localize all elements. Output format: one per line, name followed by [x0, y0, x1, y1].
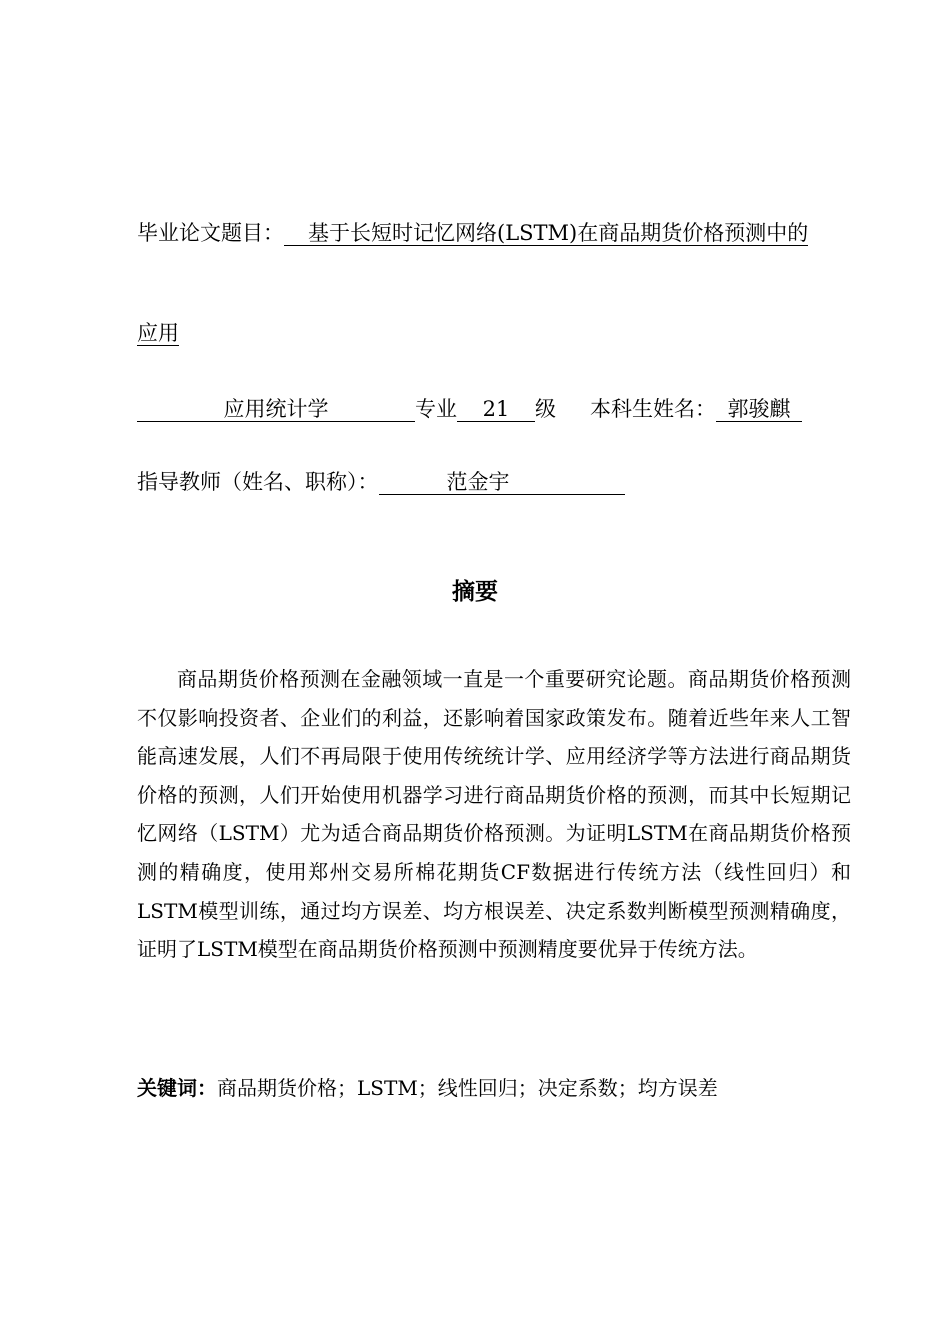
- grade-label: 级: [535, 397, 556, 421]
- thesis-title-line-2: [137, 318, 179, 348]
- advisor-line: [137, 467, 625, 497]
- thesis-title-line-1: [137, 218, 808, 248]
- abstract-body: 商品期货价格预测在金融领域一直是一个重要研究论题。商品期货价格预测不仅影响投资者、企业们的利益，还影响着国家政策发布。随着近些年来人工智能高速发展，人们不再局限于使用传统统计学、应用经济学等方法进行商品期货价格的预测，人们开始使用机器学习进行商品期货价格的预测，而其中长短期记忆网络（LSTM）尤为适合商品期货价格预测。为证明LSTM在商品期货价格预测的精确度，使用郑州交易所棉花期货CF数据进行传统方法（线性回归）和LSTM模型训练，通过均方误差、均方根误差、决定系数判断模型预测精确度，证明了LSTM模型在商品期货价格预测中预测精度要优异于传统方法。: [137, 667, 851, 962]
- grade-field: 21: [457, 397, 535, 422]
- major-label: 专业: [415, 397, 457, 421]
- thesis-title-label: 毕业论文题目：: [137, 221, 284, 245]
- keywords-label: 关键词：: [137, 1076, 217, 1100]
- student-name-field: 郭骏麒: [716, 397, 802, 422]
- abstract-heading: 摘要: [452, 579, 498, 605]
- keywords-list: 商品期货价格；LSTM；线性回归；决定系数；均方误差: [217, 1076, 718, 1100]
- student-name-label: 本科生姓名：: [590, 397, 716, 421]
- thesis-title-text-part-2: 应用: [137, 321, 179, 345]
- advisor-label: 指导教师（姓名、职称）：: [137, 470, 379, 494]
- advisor-name-field: 范金宇: [379, 470, 625, 495]
- keywords-line: [137, 1072, 718, 1104]
- thesis-title-text-part-1: 基于长短时记忆网络(LSTM)在商品期货价格预测中的: [284, 221, 808, 246]
- major-grade-student-line: [137, 394, 802, 424]
- major-field: 应用统计学: [137, 397, 415, 422]
